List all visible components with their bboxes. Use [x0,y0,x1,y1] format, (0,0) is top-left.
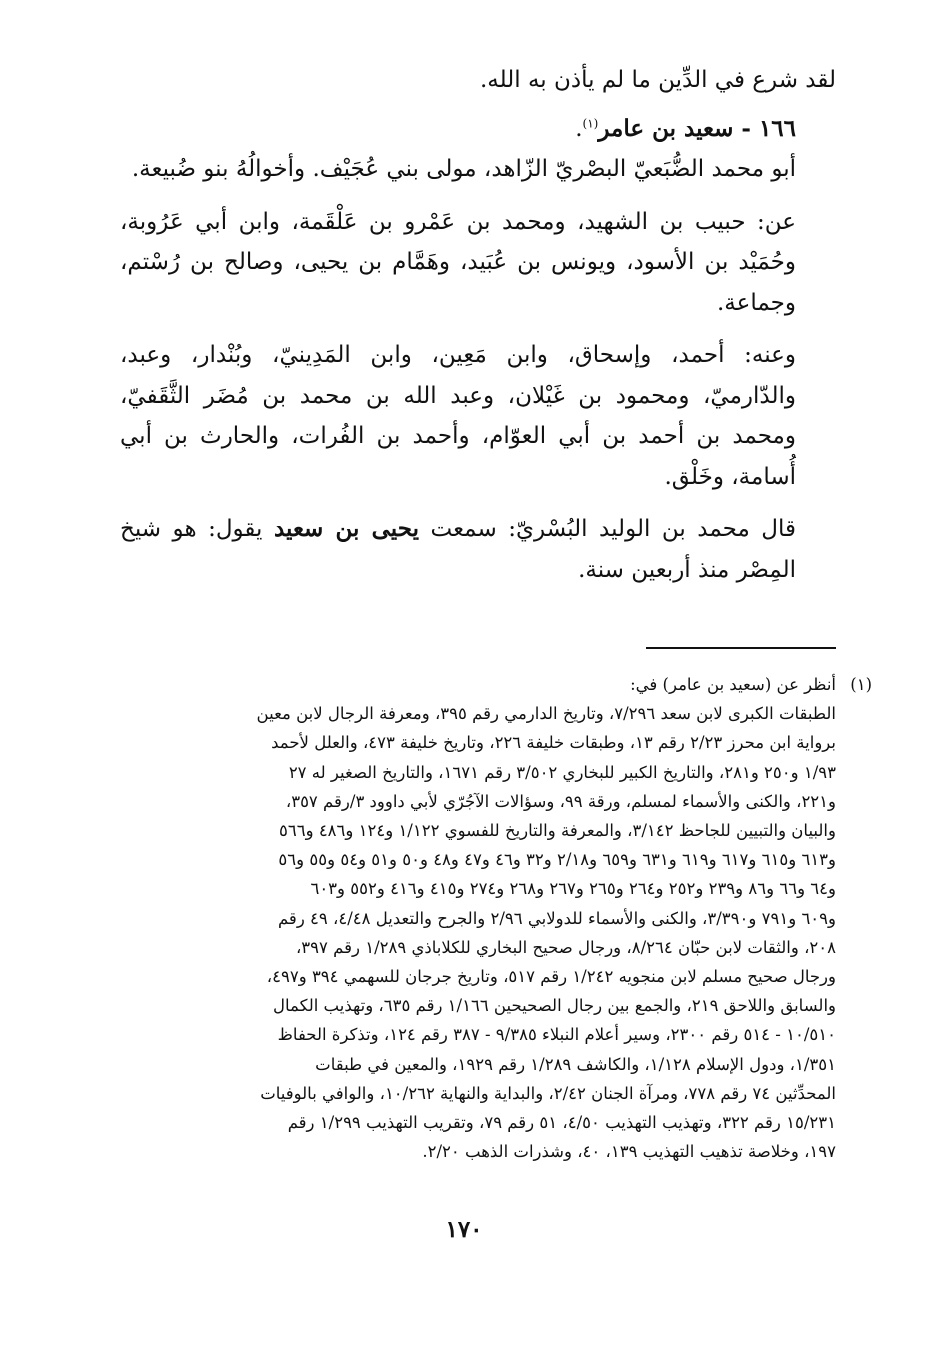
footnote-line: والسابق واللاحق ٢١٩، والجمع بين رجال الصحيحين ١/١٦٦ رقم ٦٣٥، وتهذيب الكمال [273,996,836,1016]
footnote-line: المحدِّثين ٧٤ رقم ٧٧٨، ومرآة الجنان ٢/٤٢، والبداية والنهاية ١٠/٢٦٢، والوافي بالوفيات [260,1083,836,1103]
narrators-to: وعنه: أحمد، وإسحاق، وابن مَعِين، وابن المَدِينيّ، وبُنْدار، وعبد، والدّارميّ، ومحمود بن غَيْلان، وعبد الله بن محمد بن مُضَر الثَّقَفيّ، ومحمد بن أحمد بن أبي العوّام، وأحمد بن الفُرات، والحارث بن أبي أُسامة، وخَلْق. [120,342,796,490]
quote-prefix: قال محمد بن الوليد البُسْريّ: سمعت [430,516,796,542]
footnote-line: و٦١٣ و٦١٥ و٦١٧ و٦١٩ و٦٣١ و٦٥٩ و٢/١٨ و٣٢ و٤٦ و٤٧ و٤٨ و٥٠ و٥١ و٥٤ و٥٥ و٥٦ [278,850,836,870]
footnote-line: و٦٤ و٦٦ و٨٦ و٢٣٩ و٢٥٢ و٢٦٤ و٢٦٥ و٢٦٧ و٢٦٨ و٢٧٤ و٤١٥ و٤١٦ و٥٥٢ و٦٠٣ [310,879,836,899]
footnote-line: ١٩٧، وخلاصة تذهيب التهذيب ١٣٩، ٤٠، وشذرات الذهب ٢/٢٠. [422,1142,836,1162]
footnote-line: ١٠/٥١٠ - ٥١٤ رقم ٢٣٠٠، وسير أعلام النبلاء ٩/٣٨٥ - ٣٨٧ رقم ١٢٤، وتذكرة الحفاظ [277,1025,836,1045]
entry-intro: أبو محمد الضُّبَعيّ البصْريّ الزّاهد، مولى بني عُجَيْف. وأخوالُهُ بنو ضُبيعة. [131,156,796,182]
footnote-line: برواية ابن محرز ٢/٢٣ رقم ١٣، وطبقات خليفة ٢٢٦، وتاريخ خليفة ٤٧٣، والعلل لأحمد [271,733,836,753]
footnote-reference: (١) [582,115,599,130]
quote-suffix: يقول: هو شيخ المِصْر منذ أربعين سنة. [120,516,796,583]
footnote-line: ١٥/٢٣١ رقم ٣٢٢، وتهذيب التهذيب ٤/٥٠، ٥١ رقم ٧٩، وتقريب التهذيب ١/٢٩٩ رقم [287,1113,836,1133]
quote-bold-name: يحيى بن سعيد [273,515,419,542]
footnote-line: والبيان والتبيين للجاحظ ٣/١٤٢، والمعرفة والتاريخ للفسوي ١/١٢٢ و١٢٤ و٤٨٦ و٥٦٦ [279,821,836,841]
entry-title-period: . [575,115,583,142]
footnote-line: ١/٣٥١، ودول الإسلام ١/١٢٨، والكاشف ١/٢٨٩ رقم ١٩٢٩، والمعين في طبقات [315,1054,836,1074]
footnote-marker: (١) [850,675,872,694]
footnote-line: و٢٢١، والكنى والأسماء لمسلم، ورقة ٩٩، وسؤالات الآجُرّي لأبي داوود ٣/رقم ٣٥٧، [285,791,836,811]
footnote-line: ورجال صحيح مسلم لابن منجويه ١/٢٤٢ رقم ٥١٧، وتاريخ جرجان للسهمي ٣٩٤ و٤٩٧، [266,967,836,987]
footnote-block [120,670,872,1166]
entry-heading [120,109,836,150]
footnote-line: الطبقات الكبرى لابن سعد ٧/٢٩٦، وتاريخ الدارمي رقم ٣٩٥، ومعرفة الرجال لابن معين [256,704,836,724]
footnote-lead: أنظر عن (سعيد بن عامر) في: [630,675,836,694]
footnote-line: ١/٩٣ و٢٥٠ و٢٨١، والتاريخ الكبير للبخاري ٣/٥٠٢ رقم ١٦٧١، والتاريخ الصغير له ٢٧ [288,762,836,782]
page-number: ١٧٠ [445,1216,483,1243]
narrators-from: عن: حبيب بن الشهيد، ومحمد بن عَمْرو بن عَلْقَمة، وابن أبي عَرُوبة، وحُمَيْد بن الأسود، ويونس بن عُبَيد، وهَمَّام بن يحيى، وصالح بن رُسْتم، وجماعة. [120,208,796,316]
continuation-line: لقد شرع في الدِّين ما لم يأذن به الله. [479,67,836,93]
entry-number-title: ١٦٦ - سعيد بن عامر [598,114,796,142]
footnote-line: ٢٠٨، والثقات لابن حبّان ٨/٢٦٤، ورجال صحيح البخاري للكلاباذي ١/٢٨٩ رقم ٣٩٧، [295,937,836,957]
main-text [120,60,836,590]
footnote-divider [646,647,836,649]
quote-paragraph [120,509,836,590]
footnote-line: و٦٠٩ و٧٩١ و٣/٣٩٠، والكنى والأسماء للدولابي ٢/٩٦ والجرح والتعديل ٤/٤٨، ٤٩ رقم [277,908,836,928]
